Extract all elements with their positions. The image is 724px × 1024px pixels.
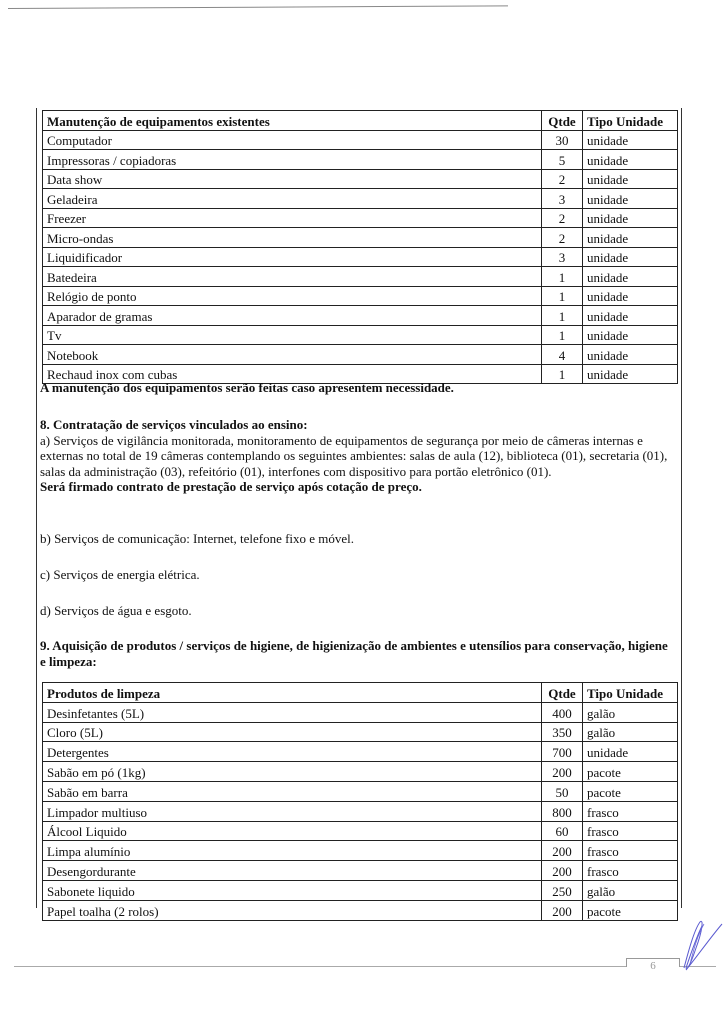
qty-cell: 200: [542, 861, 583, 881]
item-cell: Relógio de ponto: [43, 286, 542, 306]
item-cell: Geladeira: [43, 189, 542, 209]
unit-cell: galão: [583, 702, 678, 722]
unit-cell: unidade: [583, 189, 678, 209]
item-cell: Computador: [43, 130, 542, 150]
table-row: [43, 325, 678, 345]
item-cell: Rechaud inox com cubas: [43, 364, 542, 384]
section-8-title: 8. Contratação de serviços vinculados ao ensino:: [40, 417, 308, 432]
item-cell: Impressoras / copiadoras: [43, 150, 542, 170]
table-row: [43, 742, 678, 762]
top-divider: [8, 5, 508, 9]
unit-cell: unidade: [583, 228, 678, 248]
qty-cell: 5: [542, 150, 583, 170]
item-cell: Freezer: [43, 208, 542, 228]
qty-cell: 200: [542, 762, 583, 782]
item-cell: Papel toalha (2 rolos): [43, 900, 542, 920]
unit-cell: pacote: [583, 762, 678, 782]
cleaning-products-table: [42, 682, 678, 921]
unit-cell: unidade: [583, 364, 678, 384]
section-8-item-a: a) Serviços de vigilância monitorada, monitoramento de equipamentos de segurança por meio de câmeras internas e externas no total de 19 câmeras contemplando os seguintes ambientes: salas de aula (12), biblioteca (01), secretaria (01), salas da administração (03), refeitório (01), interfones com dispositivo para portão eletrônico (01).: [40, 432, 668, 479]
qty-cell: 250: [542, 880, 583, 900]
qty-cell: 1: [542, 325, 583, 345]
item-cell: Notebook: [43, 345, 542, 365]
table-row: [43, 880, 678, 900]
table-row: [43, 228, 678, 248]
table-row: [43, 345, 678, 365]
unit-cell: unidade: [583, 169, 678, 189]
column-header-unit: Tipo Unidade: [583, 111, 678, 131]
qty-cell: 400: [542, 702, 583, 722]
unit-cell: pacote: [583, 900, 678, 920]
item-cell: Álcool Liquido: [43, 821, 542, 841]
qty-cell: 4: [542, 345, 583, 365]
table-row: [43, 702, 678, 722]
column-header-qty: Qtde: [542, 111, 583, 131]
unit-cell: frasco: [583, 841, 678, 861]
qty-cell: 800: [542, 801, 583, 821]
item-cell: Aparador de gramas: [43, 306, 542, 326]
column-header-unit: Tipo Unidade: [583, 683, 678, 703]
unit-cell: unidade: [583, 247, 678, 267]
qty-cell: 1: [542, 364, 583, 384]
table-row: [43, 189, 678, 209]
unit-cell: frasco: [583, 821, 678, 841]
section-8-item-c: c) Serviços de energia elétrica.: [40, 567, 200, 582]
qty-cell: 60: [542, 821, 583, 841]
item-cell: Sabão em pó (1kg): [43, 762, 542, 782]
unit-cell: unidade: [583, 742, 678, 762]
table-row: [43, 722, 678, 742]
table-row: [43, 821, 678, 841]
table-row: [43, 169, 678, 189]
item-cell: Desinfetantes (5L): [43, 702, 542, 722]
item-cell: Batedeira: [43, 267, 542, 287]
item-cell: Cloro (5L): [43, 722, 542, 742]
table-row: [43, 150, 678, 170]
page-number: 6: [650, 960, 656, 972]
equipment-maintenance-table: [42, 110, 678, 384]
qty-cell: 700: [542, 742, 583, 762]
table-header-row: [43, 111, 678, 131]
qty-cell: 2: [542, 169, 583, 189]
qty-cell: 2: [542, 208, 583, 228]
section-8-item-a-note: Será firmado contrato de prestação de serviço após cotação de preço.: [40, 479, 422, 494]
qty-cell: 50: [542, 781, 583, 801]
column-header-qty: Qtde: [542, 683, 583, 703]
table-header-row: [43, 683, 678, 703]
section-9-title: 9. Aquisição de produtos / serviços de higiene, de higienização de ambientes e utensílios para conservação, higiene e limpeza:: [40, 638, 668, 669]
table-row: [43, 900, 678, 920]
qty-cell: 350: [542, 722, 583, 742]
unit-cell: unidade: [583, 267, 678, 287]
item-cell: Limpador multiuso: [43, 801, 542, 821]
table-row: [43, 267, 678, 287]
item-cell: Detergentes: [43, 742, 542, 762]
unit-cell: frasco: [583, 861, 678, 881]
table-row: [43, 286, 678, 306]
signature-icon: [680, 918, 724, 974]
qty-cell: 3: [542, 189, 583, 209]
unit-cell: galão: [583, 880, 678, 900]
unit-cell: galão: [583, 722, 678, 742]
item-cell: Desengordurante: [43, 861, 542, 881]
table-row: [43, 781, 678, 801]
unit-cell: unidade: [583, 130, 678, 150]
table-row: [43, 247, 678, 267]
section-8-item-d: d) Serviços de água e esgoto.: [40, 603, 192, 618]
unit-cell: frasco: [583, 801, 678, 821]
maintenance-note: A manutenção dos equipamentos serão feitas caso apresentem necessidade.: [40, 380, 454, 395]
table-row: [43, 306, 678, 326]
item-cell: Micro-ondas: [43, 228, 542, 248]
qty-cell: 3: [542, 247, 583, 267]
column-header-item: Manutenção de equipamentos existentes: [43, 111, 542, 131]
qty-cell: 1: [542, 286, 583, 306]
unit-cell: unidade: [583, 325, 678, 345]
qty-cell: 200: [542, 841, 583, 861]
table-row: [43, 208, 678, 228]
qty-cell: 1: [542, 267, 583, 287]
qty-cell: 200: [542, 900, 583, 920]
section-8-item-b: b) Serviços de comunicação: Internet, telefone fixo e móvel.: [40, 531, 355, 546]
unit-cell: unidade: [583, 286, 678, 306]
qty-cell: 30: [542, 130, 583, 150]
table-row: [43, 762, 678, 782]
item-cell: Tv: [43, 325, 542, 345]
section-8: [40, 417, 676, 495]
qty-cell: 2: [542, 228, 583, 248]
footer-divider: [14, 966, 626, 967]
item-cell: Liquidificador: [43, 247, 542, 267]
item-cell: Sabonete liquido: [43, 880, 542, 900]
unit-cell: pacote: [583, 781, 678, 801]
table-row: [43, 801, 678, 821]
table-row: [43, 861, 678, 881]
table-row: [43, 130, 678, 150]
qty-cell: 1: [542, 306, 583, 326]
unit-cell: unidade: [583, 306, 678, 326]
table-row: [43, 841, 678, 861]
item-cell: Data show: [43, 169, 542, 189]
unit-cell: unidade: [583, 208, 678, 228]
column-header-item: Produtos de limpeza: [43, 683, 542, 703]
unit-cell: unidade: [583, 150, 678, 170]
item-cell: Limpa alumínio: [43, 841, 542, 861]
item-cell: Sabão em barra: [43, 781, 542, 801]
unit-cell: unidade: [583, 345, 678, 365]
